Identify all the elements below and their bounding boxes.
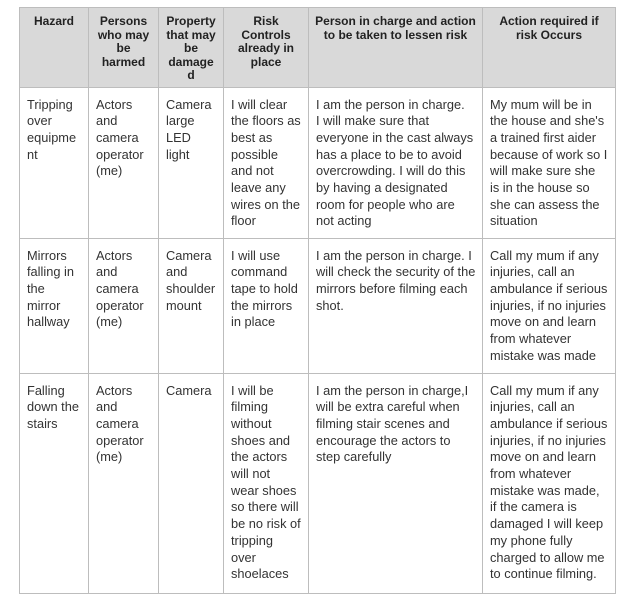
- header-action-required: Action required if risk Occurs: [483, 8, 616, 88]
- cell-action-required: My mum will be in the house and she's a trained first aider because of work so I will make sure she is in the house so she can assess the situation: [483, 87, 616, 238]
- table-row: [20, 87, 616, 238]
- header-row: [20, 8, 616, 88]
- table-row: [20, 373, 616, 593]
- cell-person-in-charge: I am the person in charge,I will be extra careful when filming stair scenes and encourage the actors to step carefully: [309, 373, 483, 593]
- cell-action-required: Call my mum if any injuries, call an ambulance if serious injuries, if no injuries move on and learn from whatever mistake was made, if the camera is damaged I will keep my phone fully charged to allow me to continue filming.: [483, 373, 616, 593]
- cell-person-in-charge: I am the person in charge. I will check the security of the mirrors before filming each shot.: [309, 238, 483, 373]
- cell-property-damaged: Camera and shoulder mount: [159, 238, 224, 373]
- cell-persons-harmed: Actors and camera operator (me): [89, 87, 159, 238]
- risk-assessment-table: [19, 7, 616, 594]
- header-property-damaged: Property that may be damage d: [159, 8, 224, 88]
- header-person-in-charge: Person in charge and action to be taken to lessen risk: [309, 8, 483, 88]
- cell-hazard: Tripping over equipme nt: [20, 87, 89, 238]
- cell-risk-controls: I will be filming without shoes and the actors will not wear shoes so there will be no risk of tripping over shoelaces: [224, 373, 309, 593]
- cell-action-required: Call my mum if any injuries, call an ambulance if serious injuries, if no injuries move on and learn from whatever mistake was made: [483, 238, 616, 373]
- header-hazard: Hazard: [20, 8, 89, 88]
- cell-risk-controls: I will clear the floors as best as possible and not leave any wires on the floor: [224, 87, 309, 238]
- cell-property-damaged: Camera: [159, 373, 224, 593]
- cell-risk-controls: I will use command tape to hold the mirrors in place: [224, 238, 309, 373]
- cell-persons-harmed: Actors and camera operator (me): [89, 373, 159, 593]
- table-row: [20, 238, 616, 373]
- cell-person-in-charge: I am the person in charge. I will make sure that everyone in the cast always has a place to be to avoid overcrowding. I will do this by having a designated room for people who are not acting: [309, 87, 483, 238]
- cell-property-damaged: Camera large LED light: [159, 87, 224, 238]
- header-persons-harmed: Persons who may be harmed: [89, 8, 159, 88]
- header-risk-controls: Risk Controls already in place: [224, 8, 309, 88]
- cell-hazard: Falling down the stairs: [20, 373, 89, 593]
- cell-persons-harmed: Actors and camera operator (me): [89, 238, 159, 373]
- cell-hazard: Mirrors falling in the mirror hallway: [20, 238, 89, 373]
